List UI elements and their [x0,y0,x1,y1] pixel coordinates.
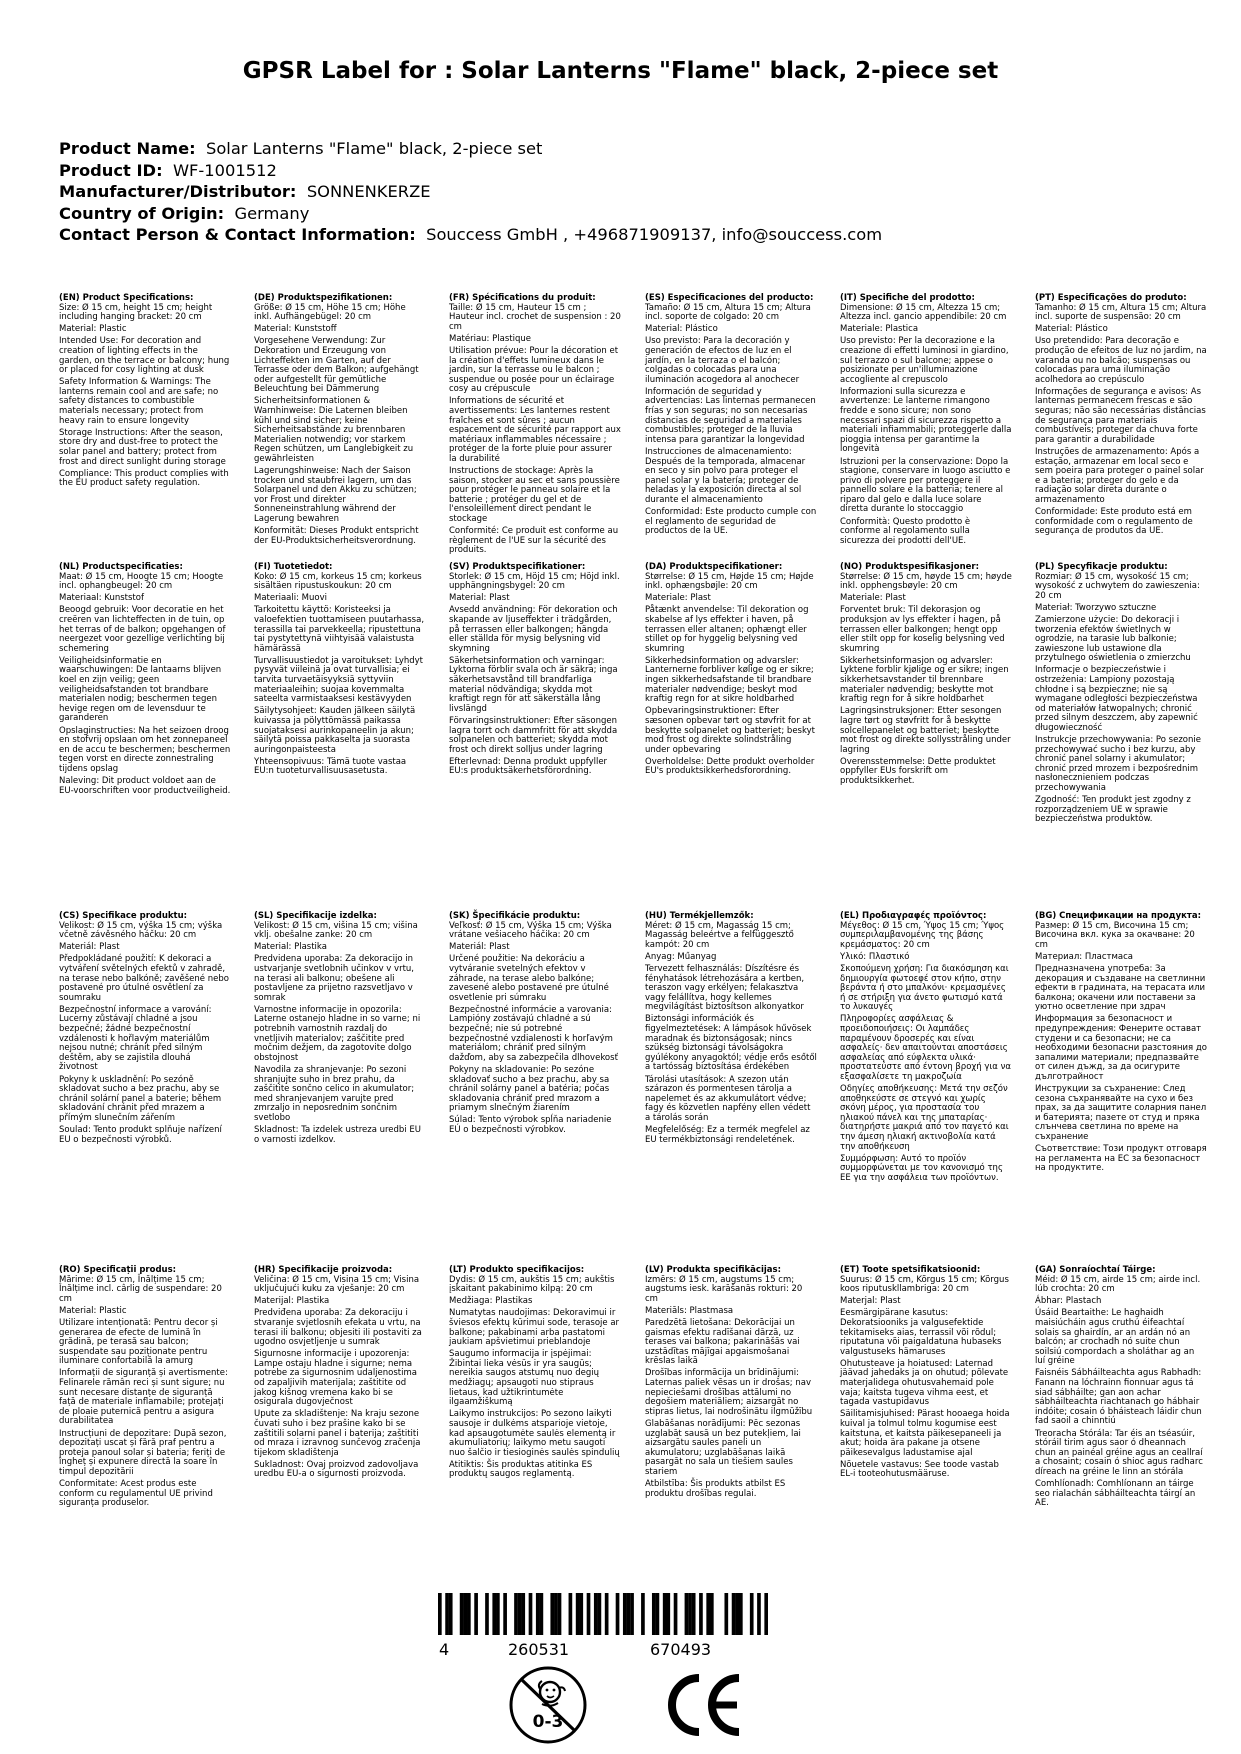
barcode-bar [518,1593,522,1635]
barcode-bar [674,1593,678,1635]
spec-block-heading: (PL) Specyfikacje produktu: [1035,562,1168,572]
spec-paragraph: Συμμόρφωση: Αυτό το προϊόν συμμορφώνεται με τον κανονισμό της ΕΕ για την ασφάλεια των προϊόντων. [840,1153,1003,1183]
barcode-bar [692,1593,696,1635]
spec-block-heading: (CS) Specifikace produktu: [59,911,188,921]
spec-block-heading: (EN) Product Specifications: [59,293,194,303]
spec-paragraph: Predvidena uporaba: Za dekoracijo in ustvarjanje svetlobnih učinkov v vrtu, na terasi ali balkonu; obešene ali postavljene za prijetno razsvetljavo v somrak [254,954,414,1003]
barcode-bar [445,1593,449,1635]
barcode-bar [514,1593,518,1635]
barcode-bar [750,1593,754,1635]
spec-block [840,912,1012,1186]
spec-paragraph: Safety Information & Warnings: The lanterns remain cool and are safe; no safety distances to combustible materials necessary; protect from heavy rain to ensure longevity [59,377,219,426]
spec-paragraph: Instrukcje przechowywania: Po sezonie przechowywać sucho i bez kurzu, aby chronić panel solarny i akumulator; chronić przed mrozem i bezpośrednim nasłonecznieniem podczas przechowywania [1035,735,1201,794]
barcode-bar [656,1593,660,1635]
barcode-bar [438,1593,442,1635]
spec-paragraph: Informacje o bezpieczeństwie i ostrzeżenia: Lampiony pozostają chłodne i są bezpieczne; nie są wymagane odległości bezpieczeństwa od materiałów łatwopalnych; chronić przed silnym deszczem, aby zapewnić długowieczność [1035,665,1198,733]
spec-block-heading: (ET) Toote spetsifikatsioonid: [840,1265,981,1275]
barcode-bar [460,1593,464,1635]
info-product-name [59,138,882,160]
spec-block [254,1266,426,1482]
spec-paragraph: Zgodność: Ten produkt jest zgodny z rozporządzeniem UE w sprawie bezpieczeństwa produktów. [1035,795,1191,825]
spec-paragraph: Glabāšanas norādījumi: Pēc sezonas uzglabāt sausā un bez putekļiem, lai aizsargātu saules paneli un akumulatoru; uzglabāšanas laikā pasargāt no sala un tiešiem saules stariem [645,1418,801,1477]
spec-paragraph: Material: Plast [449,593,510,604]
spec-paragraph: Saugumo informacija ir įspėjimai: Žibintai lieka vėsūs ir yra saugūs; nereikia saugos atstumų nuo degių medžiagų; apsaugoti nuo stipraus lietaus, kad užtikrintumėte ilgaamžiškumą [449,1349,599,1408]
spec-paragraph: Tervezett felhasználás: Díszítésre és fényhatások létrehozására a kertben, teraszon vagy erkélyen; felakasztva vagy felállítva, hogy kellemes megvilágítást biztosítson alkonyatkor [645,963,805,1013]
spec-paragraph: Materiale: Plastica [840,324,919,335]
spec-paragraph: Faisnéis Sábháilteachta agus Rabhadh: Fanann na lóchrainn fionnuar agus tá siad sábháilte; gan aon achar sábháilteachta riachtanach go hábhair indóite; cosain ó bháisteach láidir chun fad saoil a chinntiú [1035,1368,1202,1427]
spec-paragraph: Medžiaga: Plastikas [449,1296,533,1307]
spec-paragraph: Materiale: Plast [840,593,906,604]
barcode-bar [623,1593,627,1635]
spec-paragraph: Информация за безопасност и предупреждения: Фенерите остават студени и са безопасни; не са необходими безопасни разстояния до запалими материали; предпазвайте от силен дъжд, за да осигурите дълготрайност [1035,1014,1207,1082]
barcode-bar [706,1593,710,1635]
spec-paragraph: Skladnost: Ta izdelek ustreza uredbi EU o varnosti izdelkov. [254,1124,421,1145]
spec-block [254,563,426,779]
spec-paragraph: Biztonsági információk és figyelmeztetések: A lámpások hűvösek maradnak és biztonságosak; nincs szükség biztonsági távolságokra gyúlékony anyagoktól; védje erős esőtől a tartósság biztosítása érdekében [645,1014,817,1073]
spec-paragraph: Materiál: Plast [449,942,510,953]
barcode-bar [569,1593,573,1635]
spec-paragraph: Utilizare intenționată: Pentru decor și generarea de efecte de lumină în grădină, pe terasă sau balcon; suspendate sau poziționate pentru iluminare confortabilă la amurg [59,1317,218,1367]
spec-paragraph: Materijal: Plastika [254,1296,330,1307]
spec-paragraph: Treoracha Stórála: Tar éis an tséasúir, stóráil tirim agus saor ó dheannach chun an painéal gréine agus an ceallraí a chosaint; cosain ó shioc agus radharc díreach na gréine le linn an stórála [1035,1428,1203,1477]
spec-paragraph: Mărime: Ø 15 cm, Înălțime 15 cm; Înălțime incl. cârlig de suspendare: 20 cm [59,1274,222,1304]
barcode-bar [724,1593,728,1635]
spec-paragraph: Säkerhetsinformation och varningar: Lyktorna förblir svala och är säkra; inga säkerhetsavstånd till brandfarliga material nödvändiga; skydda mot kraftigt regn för att säkerställa lång livslängd [449,655,618,714]
spec-paragraph: Koko: Ø 15 cm, korkeus 15 cm; korkeus sisältäen ripustuskoukun: 20 cm [254,571,422,592]
spec-paragraph: Sicherheitsinformationen & Warnhinweise: Die Laternen bleiben kühl und sind sicher; keine Sicherheitsabstände zu brennbaren Materialien notwendig; vor starkem Regen schützen, um Langlebigkeit zu gewährleisten [254,396,414,464]
spec-paragraph: Material: Kunststoff [254,324,337,335]
spec-paragraph: Overensstemmelse: Dette produktet oppfyller EUs forskrift om produktsikkerhet. [840,756,996,786]
spec-paragraph: Rozmiar: Ø 15 cm, wysokość 15 cm; wysokość z uchwytem do zawieszenia: 20 cm [1035,571,1200,601]
spec-block [645,912,817,1148]
spec-paragraph: Předpokládané použití: K dekoraci a vytváření světelných efektů v zahradě, na terase nebo balkóně; zavěšené nebo postavené pro útulné osvětlení za soumraku [59,954,229,1003]
spec-paragraph: Izmērs: Ø 15 cm, augstums 15 cm; augstums iesk. karāšanās rokturi: 20 cm [645,1274,803,1304]
spec-paragraph: Storlek: Ø 15 cm, Höjd 15 cm; Höjd inkl. upphängningsbygel: 20 cm [449,571,620,592]
barcode-bar [536,1593,540,1635]
spec-paragraph: Съответствие: Този продукт отговаря на регламента на ЕС за безопасност на продуктите. [1035,1144,1207,1174]
spec-paragraph: Drošības informācija un brīdinājumi: Laternas paliek vēsas un ir drošas; nav nepieciešami drošības attālumi no degošiem materiāliem; aizsargāt no stipras lietus, lai nodrošinātu ilgmūžību [645,1368,813,1417]
barcode-digits-right: 670493 [650,1640,712,1659]
info-contact [59,224,882,246]
spec-paragraph: Informations de sécurité et avertissements: Les lanternes restent fraîches et sont sûres ; aucun espacement de sécurité par rapport aux matériaux inflammables nécessaire ; protéger de la forte pluie pour assurer la durabilité [449,396,621,464]
spec-paragraph: Soulad: Tento produkt splňuje nařízení EU o bezpečnosti výrobků. [59,1124,222,1145]
barcode-digit-prefix: 4 [439,1640,450,1659]
spec-paragraph: Tárolási utasítások: A szezon után szárazon és pormentesen tárolja a napelemet és az akkumulátort védve; fagy és közvetlen napfény ellen védett a tárolás során [645,1074,811,1123]
spec-paragraph: Megfelelőség: Ez a termék megfelel az EU termékbiztonsági rendeletének. [645,1124,810,1145]
spec-block-heading: (GA) Sonraíochtaí Táirge: [1035,1265,1156,1275]
spec-paragraph: Uso previsto: Para la decoración y generación de efectos de luz en el jardín, en la terraza o el balcón; colgadas o colocadas para una iluminación acogedora al anochecer [645,336,800,385]
spec-block [840,294,1012,549]
spec-paragraph: Conformidade: Este produto está em conformidade com o regulamento de segurança de produtos da UE. [1035,506,1193,537]
spec-paragraph: Sukladnost: Ovaj proizvod zadovoljava uredbu EU-a o sigurnosti proizvoda. [254,1459,419,1480]
spec-block [840,563,1012,789]
spec-paragraph: Materiaali: Muovi [254,593,327,604]
spec-paragraph: Materiaal: Kunststof [59,593,144,604]
barcode-bar [449,1593,453,1635]
barcode-bar [594,1593,598,1635]
spec-paragraph: Predviđena uporaba: Za dekoraciju i stvaranje svjetlosnih efekata u vrtu, na terasi ili balkonu; objesiti ili postaviti za ugodno osvjetljenje u sumrak [254,1308,422,1348]
spec-paragraph: Ábhar: Plastach [1035,1296,1102,1307]
spec-paragraph: Atitiktis: Šis produktas atitinka ES produktų saugos reglamentą. [449,1459,593,1480]
spec-block [449,912,621,1138]
barcode-bar [685,1593,689,1635]
barcode-bar [587,1593,591,1635]
barcode-digits-left: 260531 [508,1640,570,1659]
spec-block [1035,912,1207,1176]
spec-block-heading: (FI) Tuotetiedot: [254,562,333,572]
spec-paragraph: Utilisation prévue: Pour la décoration et la création d'effets lumineux dans le jardin, sur la terrasse ou le balcon ; suspendue ou posée pour un éclairage cosy au crépuscule [449,345,619,395]
spec-paragraph: Atbilstība: Šis produkts atbilst ES produktu drošības regulai. [645,1478,786,1499]
spec-paragraph: Paredzētā lietošana: Dekorācijai un gaismas efektu radīšanai dārzā, uz terases vai balkona; pakarināšās vai uzstādītas mājīgai apgaismošanai krēslas laikā [645,1317,800,1367]
spec-paragraph: Méid: Ø 15 cm, airde 15 cm; airde incl. lúb crochta: 20 cm [1035,1274,1201,1295]
barcode-bar [757,1593,761,1635]
info-country [59,203,882,225]
spec-paragraph: Anyag: Műanyag [645,951,717,962]
spec-block [254,912,426,1148]
spec-paragraph: Tamaño: Ø 15 cm, Altura 15 cm; Altura incl. soporte de colgado: 20 cm [645,302,811,323]
spec-paragraph: Instruções de armazenamento: Após a estação, armazenar em local seco e sem poeira para proteger o painel solar e a bateria; proteger do gelo e da radiação solar direta durante o armazenamento [1035,446,1204,505]
spec-block [449,1266,621,1482]
barcode-bar [710,1593,714,1635]
spec-paragraph: Conformité: Ce produit est conforme au règlement de l'UE sur la sécurité des produits. [449,526,619,556]
spec-paragraph: Overholdelse: Dette produkt overholder EU's produktsikkerhedsforordning. [645,756,815,777]
spec-block [1035,1266,1207,1511]
spec-paragraph: Bezpečnostní informace a varování: Lucerny zůstávají chladné a jsou bezpečné; žádné bezpečnostní vzdálenosti k hořlavým materiálům nejsou nutné; chránit před silným deštěm, aby se zajistila dlouhá životnost [59,1004,212,1073]
barcode-bar [598,1593,602,1635]
barcode-bar [467,1593,471,1635]
barcode-bar [463,1593,467,1635]
barcode-bar [485,1593,489,1635]
spec-paragraph: Bezpečnostné informácie a varovania: Lampióny zostávajú chladné a sú bezpečné; nie sú potrebné bezpečnostné vzdialenosti k horľavým materiálom; chrániť pred silným dažďom, aby sa zabezpečila dlhovekosť [449,1004,618,1063]
barcode-bar [666,1593,670,1635]
spec-paragraph: Материал: Пластмаса [1035,951,1134,962]
spec-block-heading: (DE) Produktspezifikationen: [254,293,393,303]
spec-block [254,294,426,549]
page-title: GPSR Label for : Solar Lanterns "Flame" black, 2-piece set [242,58,999,84]
spec-block [449,294,621,558]
spec-paragraph: Velikost: Ø 15 cm, výška 15 cm; výška včetně závěsného háčku: 20 cm [59,920,223,941]
spec-block-heading: (ES) Especificaciones del producto: [645,293,814,303]
barcode-bar [630,1593,634,1635]
spec-paragraph: Dydis: Ø 15 cm, aukštis 15 cm; aukštis įskaitant pakabinimo kilpą: 20 cm [449,1274,615,1295]
spec-paragraph: Istruzioni per la conservazione: Dopo la stagione, conservare in luogo asciutto e privo di polvere per proteggere il pannello solare e la batteria; tenere al riparo dal gelo e dalla luce solare diretta durante lo stoccaggio [840,456,1011,515]
spec-paragraph: Turvallisuustiedot ja varoitukset: Lyhdyt pysyvät viileinä ja ovat turvallisia; ei tarvita turvaetäisyyksiä syttyviin materiaaleihin; suojaa kovemmalta sateelta varmistaaksesi kestävyyden [254,655,424,705]
barcode-bar [496,1593,500,1635]
spec-paragraph: Yhteensopivuus: Tämä tuote vastaa EU:n tuoteturvallisuusasetusta. [254,756,407,777]
spec-paragraph: Material: Plástico [645,324,718,335]
spec-paragraph: Dimensione: Ø 15 cm, Altezza 15 cm; Altezza incl. gancio appendibile: 20 cm [840,302,1007,323]
spec-block-heading: (EL) Προδιαγραφές προϊόντος: [840,911,987,921]
barcode-bar [663,1593,667,1635]
spec-paragraph: Sikkerhedsinformation og advarsler: Lanternerne forbliver kølige og er sikre; ingen sikkerhedsafstande til brandbare materialer nødvendige; beskyt mod kraftig regn for at sikre holdbarhed [645,655,814,705]
spec-paragraph: Nõuetele vastavus: See toode vastab EL-i tooteohutusmääruse. [840,1459,999,1480]
spec-block-heading: (IT) Specifiche del prodotto: [840,293,975,303]
spec-paragraph: Σκοπούμενη χρήση: Για διακόσμηση και δημιουργία φωτοεφέ στον κήπο, στην βεράντα ή στο μπαλκόνι· κρεμασμένες ή σε στήριξη για άνετο φωτισμό κατά το λυκαυγές [840,963,1009,1013]
spec-paragraph: Beoogd gebruik: Voor decoratie en het creëren van lichteffecten in de tuin, op het terras of de balkon; opgehangen of neergezet voor gezellige verlichting bij schemering [59,605,226,654]
info-value: Souccess GmbH , +496871909137, info@souccess.com [426,225,883,244]
spec-paragraph: Οδηγίες αποθήκευσης: Μετά την σεζόν αποθηκεύστε σε στεγνό και χωρίς σκόνη μέρος, για προστασία του ηλιακού πάνελ και της μπαταρίας· διατηρήστε μακριά από τον παγετό και την άμεση ηλιακή ακτινοβολία κατά την αποθήκευση [840,1084,1009,1152]
barcode-bar [474,1593,478,1635]
spec-paragraph: Размер: Ø 15 cm, Височина 15 cm; Височина вкл. кука за окачване: 20 cm [1035,920,1195,950]
spec-paragraph: Veličina: Ø 15 cm, Visina 15 cm; Visina uključujući kuku za vješanje: 20 cm [254,1274,420,1295]
spec-paragraph: Opslaginstructies: Na het seizoen droog en stofvrij opslaan om het zonnepaneel en de accu te beschermen; beschermen tegen vorst en directe zonnestraling tijdens opslag [59,725,231,774]
info-label: Product ID: [59,160,163,180]
barcode [438,1593,768,1635]
barcode-bar [540,1593,544,1635]
spec-paragraph: Informações de segurança e avisos: As lanternas permanecem frescas e são seguras; não são necessárias distâncias de segurança para materiais combustíveis; proteger da chuva forte para garantir a durabilidade [1035,386,1206,445]
spec-paragraph: Matériau: Plastique [449,333,531,344]
spec-paragraph: Uso pretendido: Para decoração e produção de efeitos de luz no jardim, na varanda ou no balcão; suspensas ou colocadas para uma iluminação acolhedora ao crepúsculo [1035,336,1207,385]
spec-block-heading: (FR) Spécifications du produit: [449,293,596,303]
spec-paragraph: Veiligheidsinformatie en waarschuwingen: De lantaarns blijven koel en zijn veilig; geen veiligheidsafstanden tot brandbare materialen nodig; beschermen tegen hevige regen om de levensduur te garanderen [59,655,222,724]
spec-paragraph: Forventet bruk: Til dekorasjon og produksjon av lys effekter i hagen, på terrassen eller balkongen; hengt opp eller stilt opp for koselig belysning ved skumring [840,605,1005,654]
spec-paragraph: Lagringsinstruksjoner: Etter sesongen lagre tørt og støvfritt for å beskytte solcellepanelet og batteriet; beskytte mot frost og direkte sollysstråling under lagring [840,706,1011,755]
spec-block [645,1266,817,1502]
spec-block-heading: (RO) Specificații produs: [59,1265,177,1275]
spec-paragraph: Πληροφορίες ασφάλειας & προειδοποιήσεις: Οι λαμπάδες παραμένουν δροσερές και είναι ασφαλείς· δεν απαιτούνται αποστάσεις ασφαλείας από εύφλεκτα υλικά· προστατεύστε από έντονη βροχή για να εξασφαλίσετε τη μακροζωία [840,1014,1011,1082]
spec-block [645,294,817,539]
spec-paragraph: Storage Instructions: After the season, store dry and dust-free to protect the solar panel and battery; protect from frost and direct sunlight during storage [59,427,226,467]
barcode-bar [627,1593,631,1635]
spec-paragraph: Sikkerhetsinformasjon og advarsler: Lyktene forblir kjølige og er sikre; ingen sikkerhetsavstander til brennbare materialer nødvendig; beskytte mot kraftig regn for å sikre holdbarhet [840,655,1009,705]
spec-paragraph: Material: Plastika [254,942,327,953]
spec-paragraph: Informazioni sulla sicurezza e avvertenze: Le lanterne rimangono fredde e sono sicure; non sono necessari spazi di sicurezza rispetto a materiali infiammabili; proteggerle dalla pioggia intensa per garantirne la longevità [840,386,1012,455]
spec-paragraph: Vorgesehene Verwendung: Zur Dekoration und Erzeugung von Lichteffekten im Garten, auf der Terrasse oder dem Balkon; aufgehängt oder aufgestellt für gemütliche Beleuchtung bei Dämmerung [254,336,419,395]
spec-paragraph: Säilytysohjeet: Kauden jälkeen säilytä kuivassa ja pölyttömässä paikassa suojataksesi aurinkopaneelin ja akun; säilytä poissa pakkaselta ja suorasta auringonpaisteesta [254,706,416,755]
spec-paragraph: Lagerungshinweise: Nach der Saison trocken und staubfrei lagern, um das Solarpanel und den Akku zu schützen; vor Frost und direkter Sonneneinstrahlung während der Lagerung bewahren [254,466,417,525]
barcode-bar [688,1593,692,1635]
spec-block-heading: (HU) Termékjellemzők: [645,911,754,921]
barcode-bar [503,1593,507,1635]
barcode-bar [529,1593,533,1635]
spec-block-heading: (NL) Productspecificaties: [59,562,183,572]
spec-block [59,563,231,799]
barcode-bar [579,1593,583,1635]
spec-paragraph: Tarkoitettu käyttö: Koristeeksi ja valoefektien tuottamiseen puutarhassa, terassilla tai parvekkeella; ripustettuna tai pystytettynä viihtyisää valaistusta hämärässä [254,605,425,654]
spec-paragraph: Υλικό: Πλαστικό [840,951,910,962]
spec-paragraph: Tamanho: Ø 15 cm, Altura 15 cm; Altura incl. suporte de suspensão: 20 cm [1035,302,1207,323]
spec-paragraph: Pokyny na skladovanie: Po sezóne skladovať sucho a bez prachu, aby sa chránil solárny panel a batéria; počas skladovania chrániť pred mrazom a priamym slnečným žiarením [449,1064,610,1114]
info-value: Solar Lanterns "Flame" black, 2-piece set [206,139,543,158]
spec-block-heading: (SK) Špecifikácie produktu: [449,911,581,921]
spec-paragraph: Material: Plastic [59,1305,127,1316]
barcode-bar [739,1593,743,1635]
spec-paragraph: Größe: Ø 15 cm, Höhe 15 cm; Höhe inkl. Aufhängebügel: 20 cm [254,302,406,323]
spec-paragraph: Conformidad: Este producto cumple con el reglamento de seguridad de productos de la UE. [645,506,817,537]
spec-paragraph: Suurus: Ø 15 cm, Kõrgus 15 cm; Kõrgus koos riputuskllambriga: 20 cm [840,1274,1009,1295]
product-info [59,138,882,246]
spec-paragraph: Taille: Ø 15 cm, Hauteur 15 cm ; Hauteur incl. crochet de suspension : 20 cm [449,302,621,332]
spec-paragraph: Naleving: Dit product voldoet aan de EU-voorschriften voor productveiligheid. [59,775,231,796]
barcode-bar [652,1593,656,1635]
spec-block-heading: (BG) Спецификации на продукта: [1035,911,1201,921]
spec-paragraph: Veľkosť: Ø 15 cm, Výška 15 cm; Výška vrátane vešiaceho háčika: 20 cm [449,920,612,941]
spec-paragraph: Súlad: Tento výrobok spĺňa nariadenie EÚ o bezpečnosti výrobkov. [449,1115,612,1135]
spec-paragraph: Pokyny k uskladnění: Po sezóně skladovat sucho a bez prachu, aby se chránil solární panel a baterie; během skladování chránit před mrazem a přímým slunečním zářením [59,1074,222,1123]
spec-paragraph: Efterlevnad: Denna produkt uppfyller EU:s produktsäkerhetsförordning. [449,756,608,777]
spec-paragraph: Información de seguridad y advertencias: Las linternas permanecen frías y son seguras; no son necesarias distancias de seguridad a materiales combustibles; proteger de la lluvia intensa para garantizar la longevidad [645,386,816,445]
spec-paragraph: Инструкции за съхранение: След сезона съхранявайте на сухо и без прах, за да защитите соларния панел и батерията; пазете от студ и пряка слънчева светлина по време на съхранение [1035,1084,1207,1143]
spec-paragraph: Comhlíonadh: Comhlíonann an táirge seo rialachán sábháilteachta táirgí an AE. [1035,1478,1196,1509]
spec-paragraph: Konformität: Dieses Produkt entspricht der EU-Produktsicherheitsverordnung. [254,526,419,546]
spec-block [59,294,231,491]
spec-paragraph: Varnostne informacije in opozorila: Laterne ostanejo hladne in so varne; ni potrebnih varnostnih razdalj do vnetljivih materialov; zaščitite pred močnim dežjem, da zagotovite dolgo obstojnost [254,1004,421,1063]
spec-paragraph: Určené použitie: Na dekoráciu a vytváranie svetelných efektov v záhrade, na terase alebo balkóne; zavesené alebo postavené pre útulné osvetlenie pri súmraku [449,954,609,1003]
info-value: Germany [234,203,310,223]
spec-block-heading: (NO) Produktspesifikasjoner: [840,562,979,572]
spec-paragraph: Compliance: This product complies with the EU product safety regulation. [59,468,229,489]
spec-paragraph: Numatytas naudojimas: Dekoravimui ir šviesos efektų kūrimui sode, terasoje ar balkone; pakabinami arba pastatomi jaukiam apšvietimui prieblandoje [449,1308,620,1348]
spec-paragraph: Предназначена употреба: За декорация и създаване на светлинни ефекти в градината, на терасата или балкона; окачени или поставени за уютно осветление при здрач [1035,963,1206,1013]
barcode-bar [699,1593,703,1635]
spec-paragraph: Méret: Ø 15 cm, Magasság 15 cm; Magasság beleértve a felfüggesztő kampót: 20 cm [645,920,794,950]
info-label: Product Name: [59,139,196,158]
spec-paragraph: Navodila za shranjevanje: Po sezoni shranjujte suho in brez prahu, da zaščitite sončno celico in akumulator; med shranjevanjem varujte pred zmrzaljo in neposrednim sončnim svetlobo [254,1064,415,1123]
spec-paragraph: Avsedd användning: För dekoration och skapande av ljuseffekter i trädgården, på terrassen eller balkongen; hängda eller ställda för mysig belysning vid skymning [449,605,618,654]
barcode-bar [521,1593,525,1635]
info-value: WF-1001512 [172,160,277,180]
spec-paragraph: Maat: Ø 15 cm, Hoogte 15 cm; Hoogte incl. ophangbeugel: 20 cm [59,571,224,592]
info-label: Manufacturer/Distributor: [59,182,297,201]
info-label: Country of Origin: [59,203,225,223]
info-product-id [59,160,882,182]
spec-paragraph: Velikost: Ø 15 cm, višina 15 cm; višina vklj. obešalne zanke: 20 cm [254,920,418,941]
spec-block-heading: (HR) Specifikacije proizvoda: [254,1265,393,1275]
spec-block-heading: (DA) Produktspecifikationer: [645,562,783,572]
spec-paragraph: Förvaringsinstruktioner: Efter säsongen lagra torrt och dammfritt för att skydda solpanelen och batteriet; skydda mot frost och direkt solljus under lagring [449,715,618,755]
spec-paragraph: Størrelse: Ø 15 cm, høyde 15 cm; høyde inkl. opphengsbøyle: 20 cm [840,571,1012,592]
spec-block [59,912,231,1148]
info-manufacturer [59,181,882,203]
spec-paragraph: Instrucțiuni de depozitare: După sezon, depozitați uscat și fără praf pentru a proteja panoul solar și bateria; feriți de îngheț și expunere directă la soare în timpul depozitării [59,1428,227,1477]
barcode-bar [735,1593,739,1635]
spec-paragraph: Material: Plástico [1035,324,1108,335]
ce-mark-icon [663,1672,745,1738]
barcode-bar [616,1593,620,1635]
spec-block [840,1266,1012,1482]
spec-block [1035,563,1207,827]
barcode-bar [558,1593,562,1635]
spec-block-heading: (LT) Produkto specifikacijos: [449,1265,585,1275]
spec-paragraph: Μέγεθος: Ø 15 cm, Ύψος 15 cm; Ύψος συμπεριλαμβανομένης της βάσης κρεμάσματος: 20 cm [840,920,1005,950]
barcode-bar [605,1593,609,1635]
spec-paragraph: Laikymo instrukcijos: Po sezono laikyti sausoje ir dulkėms atsparioje vietoje, kad apsaugotumėte saulės elementą ir akumuliatorių; laikymo metu saugoti nuo šalčio ir tiesioginės saulės spindulių [449,1409,620,1458]
spec-block [449,563,621,779]
spec-paragraph: Size: Ø 15 cm, height 15 cm; height including hanging bracket: 20 cm [59,302,213,323]
spec-paragraph: Upute za skladištenje: Na kraju sezone čuvati suho i bez prašine kako bi se zaštitili solarni panel i baterija; zaštititi od mraza i izravnog sunčevog zračenja tijekom skladištenja [254,1409,421,1458]
spec-paragraph: Säilitamisjuhised: Pärast hooaega hoida kuival ja tolmul tolmu kogumise eest kaitstuna, et kaitsta päikesepaneeli ja akut; hoida ära pakane ja otsene päikesevalgus ladustamise ajal [840,1409,1010,1458]
spec-block-heading: (PT) Especificações do produto: [1035,293,1187,303]
barcode-bar [554,1593,558,1635]
spec-paragraph: Materjal: Plast [840,1296,901,1307]
spec-block-heading: (SV) Produktspecifikationer: [449,562,586,572]
spec-paragraph: Intended Use: For decoration and creation of lighting effects in the garden, on the terrace or balcony; hung or placed for cosy lighting at dusk [59,336,230,376]
spec-paragraph: Påtænkt anvendelse: Til dekoration og skabelse af lys effekter i haven, på terrassen eller altanen; ophængt eller stillet op for hyggelig belysning ved skumring [645,605,809,654]
spec-paragraph: Instructions de stockage: Après la saison, stocker au sec et sans poussière pour protéger le panneau solaire et la batterie ; protéger du gel et de l'ensoleillement direct pendant le stockage [449,466,620,525]
barcode-bar [764,1593,768,1635]
barcode-bar [550,1593,554,1635]
barcode-bar [492,1593,496,1635]
spec-paragraph: Uso previsto: Per la decorazione e la creazione di effetti luminosi in giardino, sul terrazzo o sul balcone; appese o posizionate per un'illuminazione accogliente al crepuscolo [840,336,1009,385]
spec-paragraph: Materiał: Tworzywo sztuczne [1035,602,1157,613]
spec-paragraph: Informații de siguranță și avertismente: Felinarele rămân reci și sunt sigure; nu sunt necesare distanțe de siguranță față de materiale inflamabile; protejați de ploaie puternică pentru a asigura durabilitatea [59,1368,228,1427]
spec-block [1035,294,1207,539]
barcode-bar [732,1593,736,1635]
spec-paragraph: Størrelse: Ø 15 cm, Højde 15 cm; Højde inkl. ophængsbøjle: 20 cm [645,571,814,592]
spec-paragraph: Opbevaringsinstruktioner: Efter sæsonen opbevar tørt og støvfrit for at beskytte solpanelet og batteriet; beskyt mod frost og direkte solindstråling under opbevaring [645,706,815,755]
spec-block [645,563,817,779]
no-child-0-3-icon [507,1664,589,1746]
spec-paragraph: Ohutusteave ja hoiatused: Laternad jäävad jahedaks ja on ohutud; põlevate materjalidega ohutusvahemaid pole vaja; kaitsta tugeva vihma eest, et tagada vastupidavus [840,1358,1009,1408]
spec-paragraph: Eesmärgipärane kasutus: Dekoratsiooniks ja valgusefektide tekitamiseks aias, terrassil või rõdul; riputatuna või paigaldatuna hubaseks valgustuseks hämaruses [840,1308,1002,1357]
spec-paragraph: Úsáid Beartaithe: Le haghaidh maisiúcháin agus cruthú éifeachtaí solais sa ghairdín, ar an ardán nó an balcón; ar crochadh nó suite chun soilsiú compordach a sholáthar ag an luí gréine [1035,1308,1195,1367]
spec-paragraph: Materiale: Plast [645,593,711,604]
info-label: Contact Person & Contact Information: [59,225,416,244]
spec-paragraph: Material: Plastic [59,324,127,335]
spec-paragraph: Materiāls: Plastmasa [645,1305,734,1316]
spec-paragraph: Conformità: Questo prodotto è conforme al regolamento sulla sicurezza dei prodotti dell'UE. [840,516,971,546]
spec-block-heading: (LV) Produkta specifikācijas: [645,1265,781,1275]
spec-paragraph: Zamierzone użycie: Do dekoracji i tworzenia efektów świetlnych w ogrodzie, na tarasie lub balkonie; zawieszone lub ustawione dla przytulnego oświetlenia o zmierzchu [1035,614,1191,664]
info-value: SONNENKERZE [306,182,431,201]
spec-paragraph: Sigurnosne informacije i upozorenja: Lampe ostaju hladne i sigurne; nema potrebe za sigurnosnim udaljenostima od zapaljivih materijala; zaštitite od jakog kišnog vremena kako bi se osigurala dugovječnost [254,1349,417,1408]
barcode-bar [576,1593,580,1635]
spec-paragraph: Conformitate: Acest produs este conform cu regulamentul UE privind siguranța produselor. [59,1478,213,1509]
spec-paragraph: Instrucciones de almacenamiento: Después de la temporada, almacenar en seco y sin polvo para proteger el panel solar y la batería; proteger de heladas y la exposición directa al sol durante el almacenamiento [645,446,806,505]
spec-block [59,1266,231,1511]
age-warning-text: 0-3 [532,1712,564,1732]
spec-block-heading: (SL) Specifikacije izdelka: [254,911,377,921]
spec-paragraph: Materiál: Plast [59,942,120,953]
barcode-bar [641,1593,645,1635]
